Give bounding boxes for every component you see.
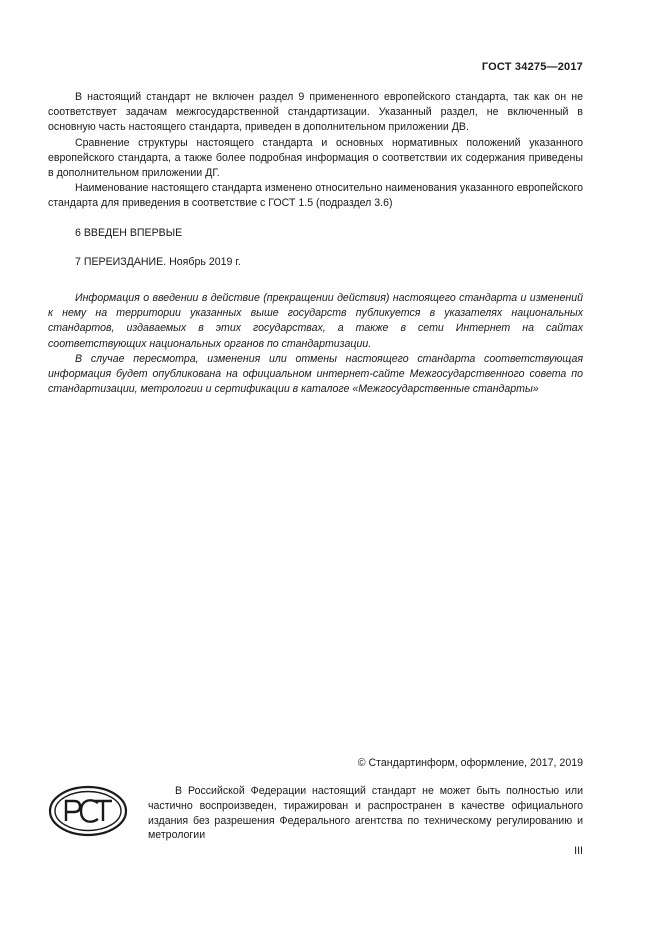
rst-logo-icon [48,785,128,837]
item-7: 7 ПЕРЕИЗДАНИЕ. Ноябрь 2019 г. [75,255,241,268]
page-number: III [574,845,583,857]
notice-text: В Российской Федерации настоящий стандарт не может быть полностью или частично воспроизведен, тиражирован и распространен в качестве официального издания без разрешения Федерального агентства по техническому регулированию и метрологии [148,785,583,842]
info-paragraph-introduction: Информация о введении в действие (прекращении действия) настоящего стандарта и изменений к нему на территории указанных выше государств публикуется в указателях национальных стандартов, издаваемых в этих государствах, а также в сети Интернет на сайтах соответствующих национальных органов по стандартизации. [48,292,583,350]
info-block [48,291,583,397]
copyright-line: © Стандартинформ, оформление, 2017, 2019 [357,757,583,769]
paragraph-section9: В настоящий стандарт не включен раздел 9 примененного европейского стандарта, так как он не соответствует задачам межгосударственной стандартизации. Указанный раздел, не включенный в основную часть настоящего стандарта, приведен в дополнительном приложении ДВ. [48,91,583,134]
reproduction-notice [148,784,583,843]
info-paragraph-revision: В случае пересмотра, изменения или отмены настоящего стандарта соответствующая информация будет опубликована на официальном интернет-сайте Межгосударственного совета по стандартизации, метрологии и сертификации в каталоге «Межгосударственные стандарты» [48,352,583,396]
body-text [48,90,583,270]
standard-code: ГОСТ 34275—2017 [481,61,583,73]
item-6: 6 ВВЕДЕН ВПЕРВЫЕ [75,226,183,239]
paragraph-name-change: Наименование настоящего стандарта изменено относительно наименования указанного европейского стандарта для приведения в соответствие с ГОСТ 1.5 (подраздел 3.6) [48,182,583,210]
paragraph-structure-comparison: Сравнение структуры настоящего стандарта и основных нормативных положений указанного европейского стандарта, а также более подробная информация о соответствии их содержания приведены в дополнительном приложении ДГ. [48,136,583,180]
